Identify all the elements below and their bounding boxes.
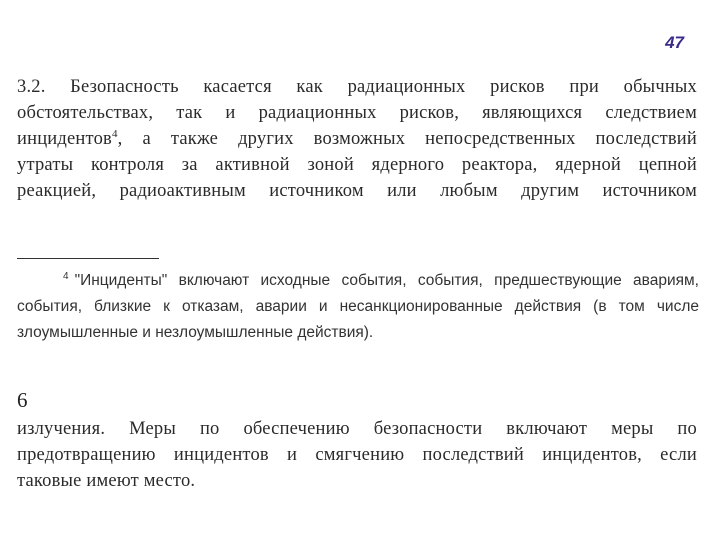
footnote-marker: 4 xyxy=(63,270,69,282)
page-number: 6 xyxy=(17,388,28,412)
main-paragraph xyxy=(17,74,697,204)
footnote-line: злоумышленные и незлоумышленные действия). xyxy=(17,324,374,341)
footnote-text: "Инциденты" включают исходные события, события, предшествующие авариям, xyxy=(74,272,699,289)
main-paragraph-text: инцидентов xyxy=(17,129,112,149)
continuation-paragraph xyxy=(17,416,697,494)
continuation-line: таковые имеют место. xyxy=(17,471,196,491)
continuation-line: предотвращению инцидентов и смягчению последствий инцидентов, если xyxy=(17,445,697,465)
footnote-reference: 4 xyxy=(111,127,118,140)
main-paragraph-line xyxy=(17,126,697,152)
continuation-line: излучения. Меры по обеспечению безопасности включают меры по xyxy=(17,419,697,439)
footnote-line xyxy=(17,268,699,294)
slide-number: 47 xyxy=(665,33,684,52)
main-paragraph-line: 3.2. Безопасность касается как радиационных рисков при обычных xyxy=(17,77,697,97)
main-paragraph-line: обстоятельствах, так и радиационных рисков, являющихся следствием xyxy=(17,103,697,123)
footnote-separator xyxy=(17,258,159,259)
main-paragraph-text: , а также других возможных непосредственных последствий xyxy=(117,129,697,149)
footnote-line: события, близкие к отказам, аварии и несанкционированные действия (в том числе xyxy=(17,298,699,315)
footnote xyxy=(17,268,699,346)
main-paragraph-line: реакцией, радиоактивным источником или любым другим источником xyxy=(17,181,697,201)
main-paragraph-line: утраты контроля за активной зоной ядерного реактора, ядерной цепной xyxy=(17,155,697,175)
